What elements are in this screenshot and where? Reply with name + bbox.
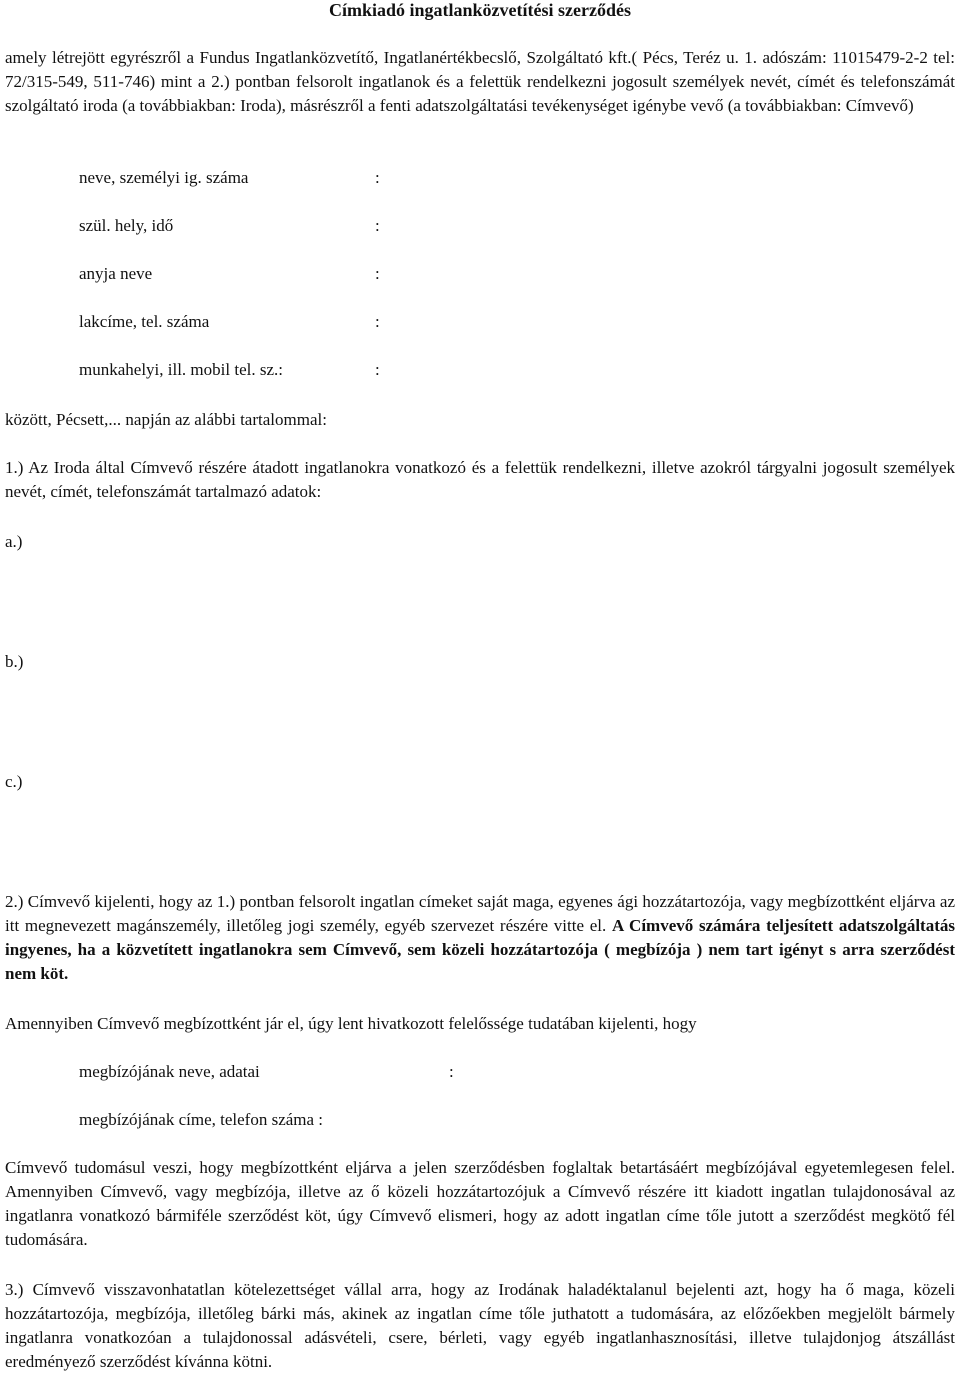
intro-paragraph: amely létrejött egyrészről a Fundus Ingatlanközvetítő, Ingatlanértékbecslő, Szolgáltató kft.( Pécs, Teréz u. 1. adószám: 11015479-2-2 tel: 72/315-549, 511-746) mint a 2.) pontban felsorolt ingatlanok és a felettük rendelkezni jogosult személyek nevét, címét és telefonszámát szolgáltató iroda (a továbbiakban: Iroda), másrészről a fenti adatszolgáltatási tevékenységet igénybe vevő (a továbbiakban: Címvevő)	[5, 48, 955, 115]
agent-field-label-name: megbízójának neve, adatai	[79, 1062, 260, 1081]
section-1: 1.) Az Iroda által Címvevő részére átadott ingatlanokra vonatkozó és a felettük rendelkezni, illetve azokról tárgyalni jogosult személyek nevét, címét, telefonszámát tartalmazó adatok:	[5, 458, 955, 501]
section-2	[5, 890, 955, 986]
field-label-name-id: neve, személyi ig. száma	[79, 168, 249, 187]
agent-intro: Amennyiben Címvevő megbízottként jár el, úgy lent hivatkozott felelőssége tudatában kijelenti, hogy	[5, 1014, 697, 1033]
field-colon: :	[375, 264, 380, 283]
document-title: Címkiadó ingatlanközvetítési szerződés	[329, 0, 631, 20]
field-colon: :	[375, 168, 380, 187]
item-b-label: b.)	[5, 652, 24, 671]
agent-field-label-address: megbízójának címe, telefon száma :	[79, 1110, 324, 1129]
field-colon: :	[375, 312, 380, 331]
section-2-text: 2.) Címvevő kijelenti, hogy az 1.) pontban felsorolt ingatlan címeket saját maga, egyenes ági hozzátartozója, vagy megbízottként eljárva az itt megnevezett magánszemély, illetőleg jogi személy, egyéb szervezet részére vitte el.	[5, 892, 955, 935]
item-c-label: c.)	[5, 772, 23, 791]
field-colon: :	[375, 216, 380, 235]
field-label-address-phone: lakcíme, tel. száma	[79, 312, 210, 331]
between-parties-line: között, Pécsett,... napján az alábbi tartalommal:	[5, 410, 327, 429]
acknowledgement-paragraph: Címvevő tudomásul veszi, hogy megbízottként eljárva a jelen szerződésben foglaltak betartásáért megbízójával egyetemlegesen felel. Amennyiben Címvevő, vagy megbízója, illetve az ő közeli hozzátartozójuk a Címvevő részére itt kiadott ingatlan tulajdonosával az ingatlanra vonatkozó bármiféle szerződést köt, úgy Címvevő elismeri, hogy az adott ingatlan címe tőle jutott a szerződést megkötő fél tudomására.	[5, 1158, 955, 1249]
field-label-birth: szül. hely, idő	[79, 216, 174, 235]
field-label-mother-name: anyja neve	[79, 264, 153, 283]
section-2-bold-text: A Címvevő számára teljesített adatszolgáltatás ingyenes, ha a közvetített ingatlanokra sem Címvevő, sem közeli hozzátartozója ( megbízója ) nem tart igényt s arra szerződést nem köt.	[5, 916, 955, 983]
field-label-work-mobile: munkahelyi, ill. mobil tel. sz.:	[79, 360, 283, 379]
section-3: 3.) Címvevő visszavonhatatlan kötelezettséget vállal arra, hogy az Irodának haladéktalanul bejelenti azt, hogy ha ő maga, közeli hozzátartozója, megbízója, illetőleg bárki más, akinek az ingatlan címe tőle juthatott a tudomására, az előzőekben megjelölt bármely ingatlanra vonatkozóan a tulajdonossal adásvételi, csere, bérleti, vagy egyéb ingatlanhasznosítási, illetve tulajdonjog átszállást eredményező szerződést kívánna kötni.	[5, 1280, 955, 1371]
item-a-label: a.)	[5, 532, 23, 551]
field-colon: :	[375, 360, 380, 379]
field-colon: :	[449, 1062, 454, 1081]
